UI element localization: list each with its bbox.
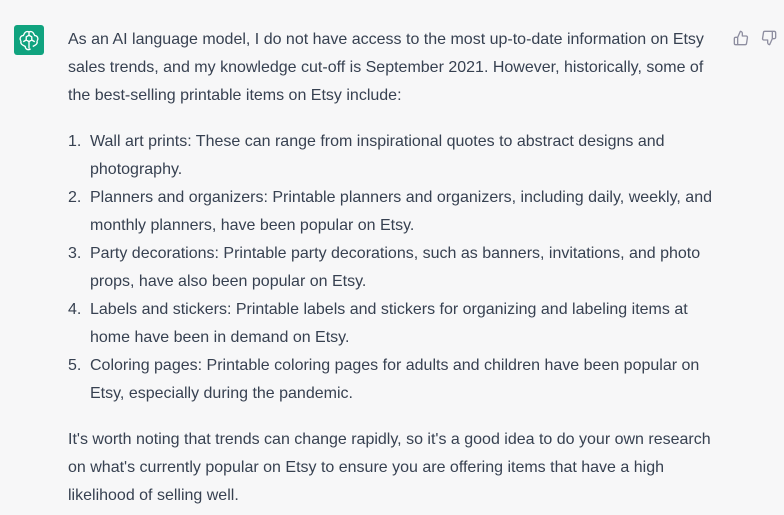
openai-logo-icon xyxy=(18,29,40,51)
list-item xyxy=(68,296,728,352)
assistant-avatar xyxy=(14,25,44,55)
thumbs-up-button[interactable] xyxy=(732,29,750,47)
thumbs-down-button[interactable] xyxy=(760,29,778,47)
feedback-buttons xyxy=(732,29,778,47)
list-item-text: Labels and stickers: Printable labels and stickers for organizing and labeling items at home have been in demand on Etsy. xyxy=(90,301,688,346)
list-item-text: Coloring pages: Printable coloring pages for adults and children have been popular on Etsy, especially during the pandemic. xyxy=(90,357,700,402)
list-item-text: Party decorations: Printable party decorations, such as banners, invitations, and photo props, have also been popular on Etsy. xyxy=(90,245,701,290)
list-item-number: 5. xyxy=(68,357,82,374)
list-item xyxy=(68,240,728,296)
list-item xyxy=(68,352,728,408)
thumbs-down-icon xyxy=(761,30,777,46)
message-content xyxy=(68,26,728,510)
list-item-number: 2. xyxy=(68,189,82,206)
list-item-number: 4. xyxy=(68,301,82,318)
outro-paragraph: It's worth noting that trends can change rapidly, so it's a good idea to do your own research on what's currently popular on Etsy to ensure you are offering items that have a high likelihood of selling well. xyxy=(68,431,711,504)
intro-paragraph: As an AI language model, I do not have access to the most up-to-date information on Etsy sales trends, and my knowledge cut-off is September 2021. However, historically, some of the best-selling printable items on Etsy include: xyxy=(68,31,704,104)
thumbs-up-icon xyxy=(733,30,749,46)
list-item-number: 3. xyxy=(68,245,82,262)
list-item-text: Wall art prints: These can range from inspirational quotes to abstract designs and photography. xyxy=(90,133,665,178)
best-selling-list xyxy=(68,128,728,408)
list-item xyxy=(68,128,728,184)
list-item-text: Planners and organizers: Printable planners and organizers, including daily, weekly, and monthly planners, have been popular on Etsy. xyxy=(90,189,712,234)
list-item-number: 1. xyxy=(68,133,82,150)
list-item xyxy=(68,184,728,240)
